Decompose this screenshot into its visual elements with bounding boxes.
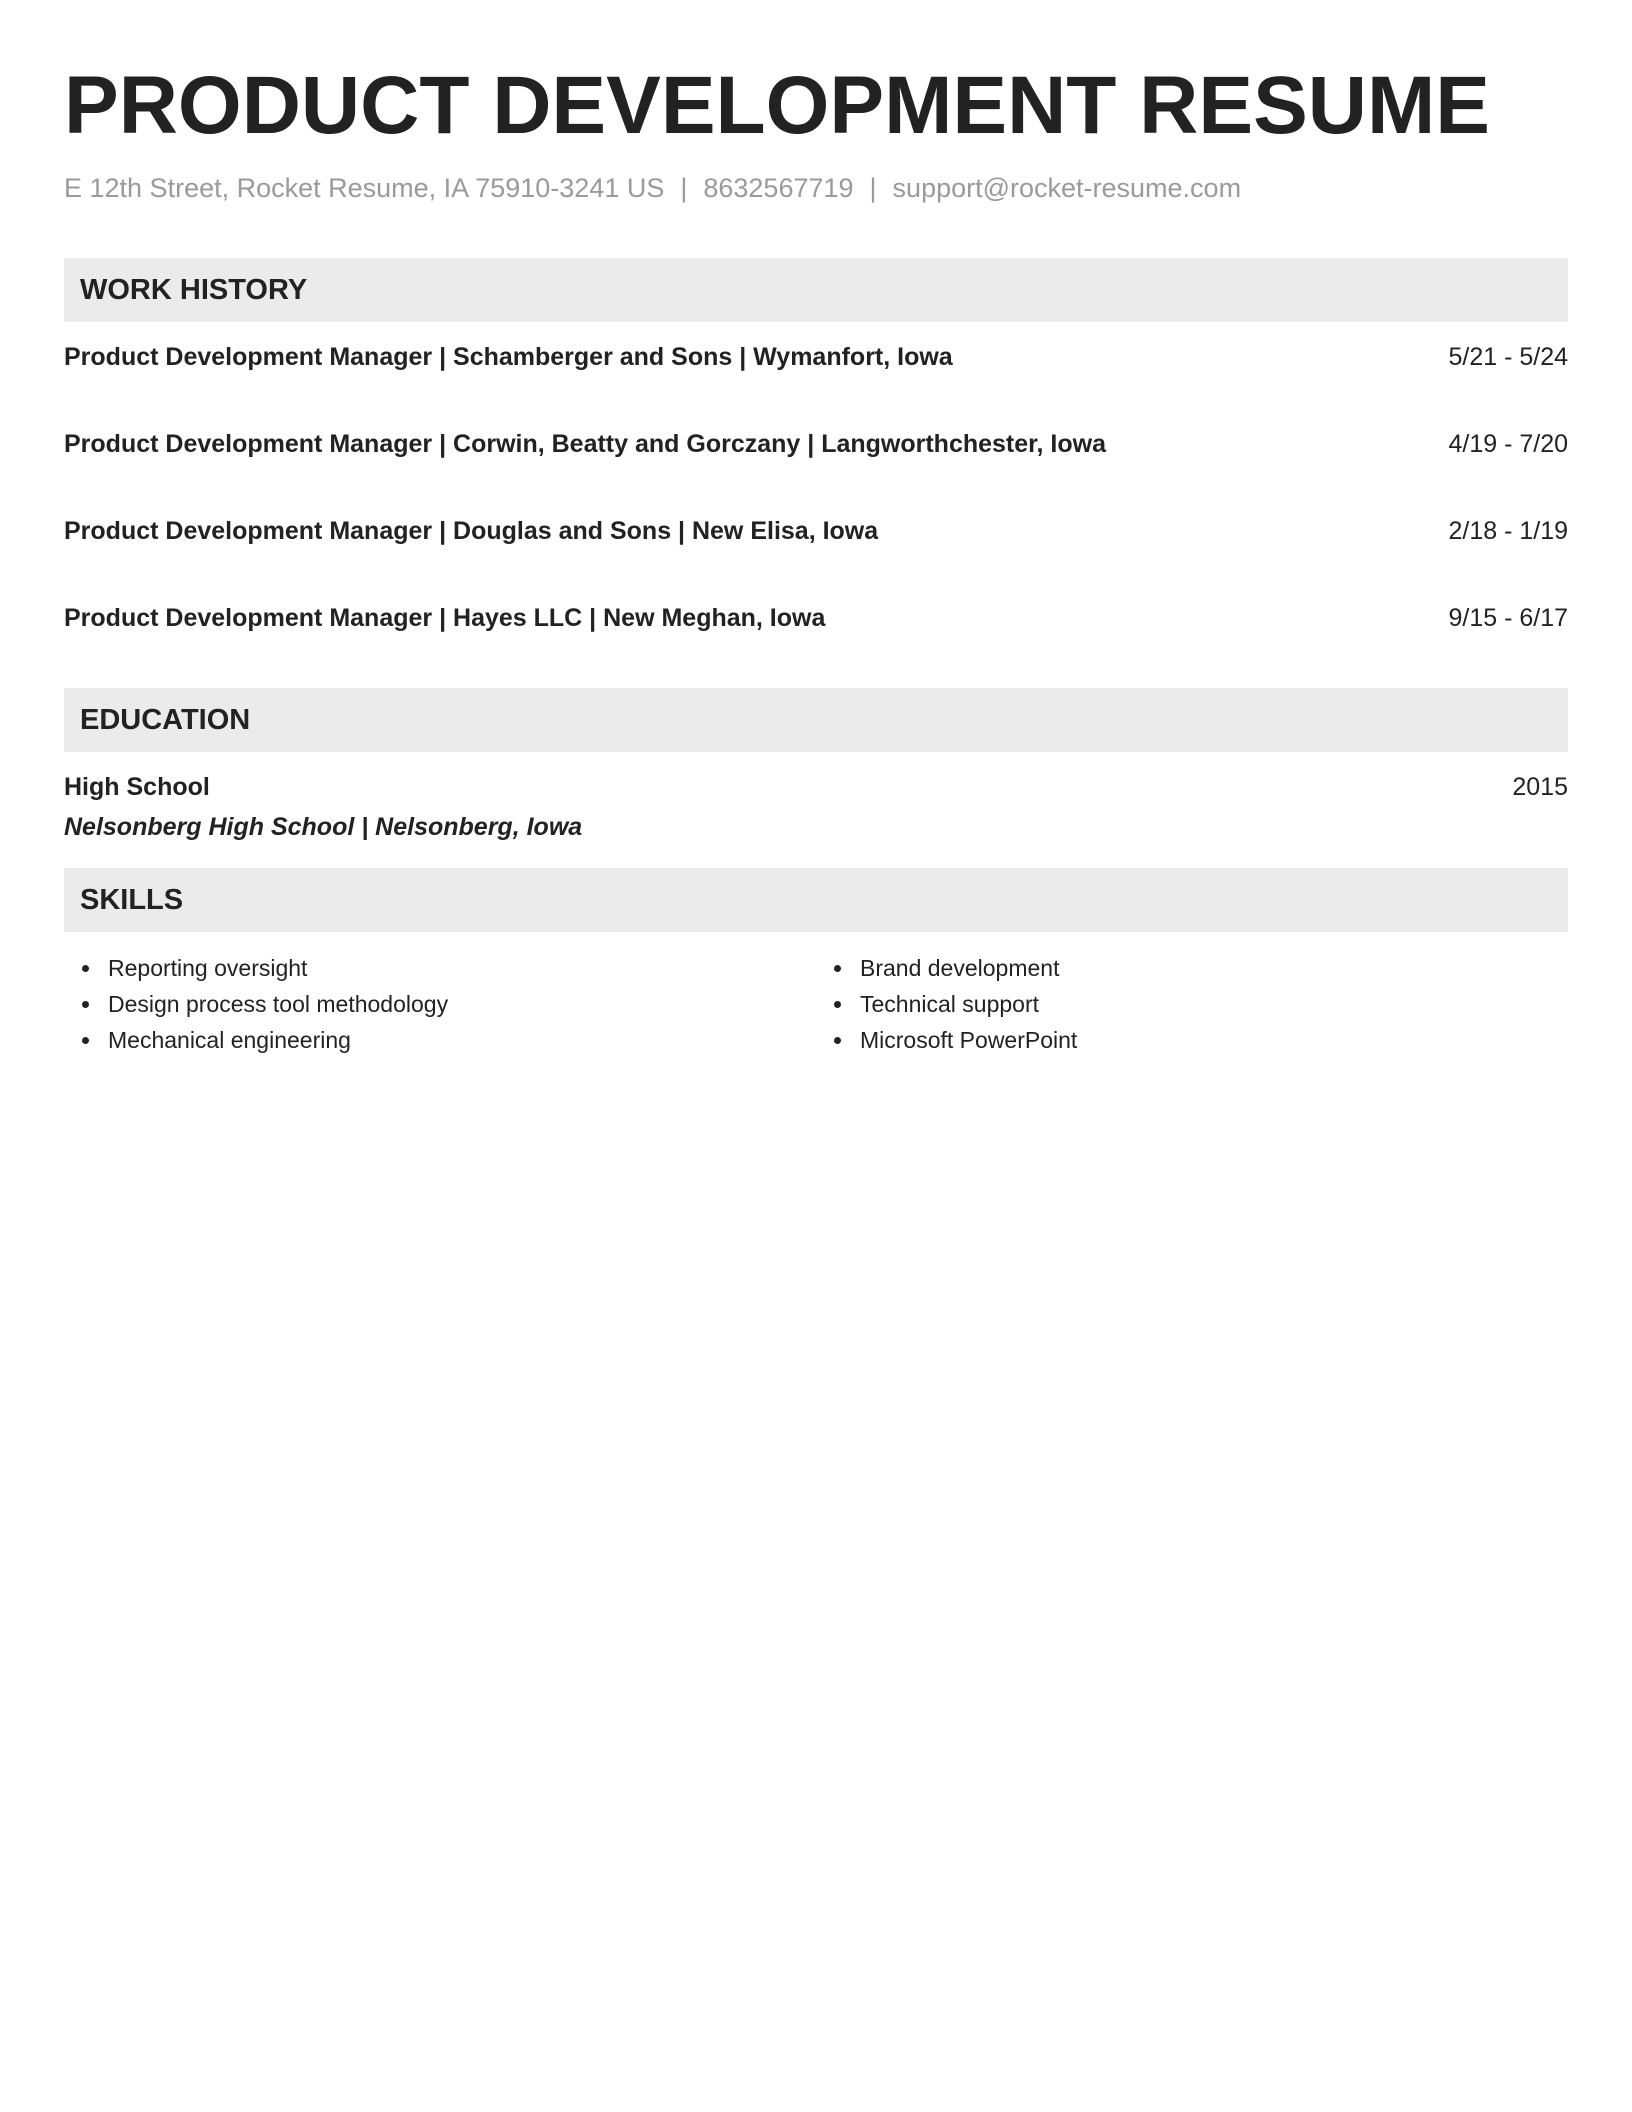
job-dates: 4/19 - 7/20	[1448, 430, 1568, 458]
education-entry	[64, 770, 1568, 868]
contact-address: E 12th Street, Rocket Resume, IA 75910-3241 US	[64, 173, 665, 203]
job-entry	[64, 340, 1568, 427]
education-year: 2015	[1512, 773, 1568, 801]
job-title: Product Development Manager | Schamberger and Sons | Wymanfort, Iowa	[64, 343, 953, 371]
work-history-list	[64, 340, 1568, 688]
skill-item	[108, 1022, 816, 1058]
job-entry	[64, 514, 1568, 601]
skill-label: Design process tool methodology	[108, 991, 449, 1017]
bullet-icon	[834, 1001, 841, 1008]
skill-item	[860, 1022, 1568, 1058]
bullet-icon	[834, 965, 841, 972]
contact-line	[64, 170, 1568, 206]
skill-item	[860, 950, 1568, 986]
work-history-section	[64, 258, 1568, 688]
contact-email: support@rocket-resume.com	[892, 173, 1242, 203]
job-dates: 9/15 - 6/17	[1448, 604, 1568, 632]
job-dates: 5/21 - 5/24	[1448, 343, 1568, 371]
bullet-icon	[82, 965, 89, 972]
contact-phone: 8632567719	[703, 173, 854, 203]
contact-separator: |	[869, 173, 877, 203]
job-dates: 2/18 - 1/19	[1448, 517, 1568, 545]
skills-list	[64, 950, 1568, 1058]
skill-label: Mechanical engineering	[108, 1027, 351, 1053]
job-entry	[64, 427, 1568, 514]
education-degree: High School	[64, 773, 210, 801]
skills-section	[64, 868, 1568, 1058]
contact-separator: |	[680, 173, 688, 203]
resume-title: PRODUCT DEVELOPMENT RESUME	[64, 60, 1490, 151]
skill-label: Microsoft PowerPoint	[860, 1027, 1078, 1053]
skill-label: Technical support	[860, 991, 1039, 1017]
bullet-icon	[82, 1037, 89, 1044]
education-heading: EDUCATION	[64, 688, 1568, 752]
education-row	[64, 770, 1568, 804]
skill-item	[108, 950, 816, 986]
skill-label: Brand development	[860, 955, 1060, 981]
skills-column-right	[816, 950, 1568, 1058]
education-school: Nelsonberg High School | Nelsonberg, Iowa	[64, 813, 583, 841]
job-title: Product Development Manager | Corwin, Beatty and Gorczany | Langworthchester, Iowa	[64, 430, 1106, 458]
bullet-icon	[82, 1001, 89, 1008]
work-history-heading: WORK HISTORY	[64, 258, 1568, 322]
job-title: Product Development Manager | Douglas and Sons | New Elisa, Iowa	[64, 517, 879, 545]
job-entry	[64, 601, 1568, 688]
skill-item	[108, 986, 816, 1022]
skill-label: Reporting oversight	[108, 955, 308, 981]
bullet-icon	[834, 1037, 841, 1044]
skills-column-left	[64, 950, 816, 1058]
job-title: Product Development Manager | Hayes LLC | New Meghan, Iowa	[64, 604, 826, 632]
skills-heading: SKILLS	[64, 868, 1568, 932]
education-section	[64, 688, 1568, 868]
skill-item	[860, 986, 1568, 1022]
